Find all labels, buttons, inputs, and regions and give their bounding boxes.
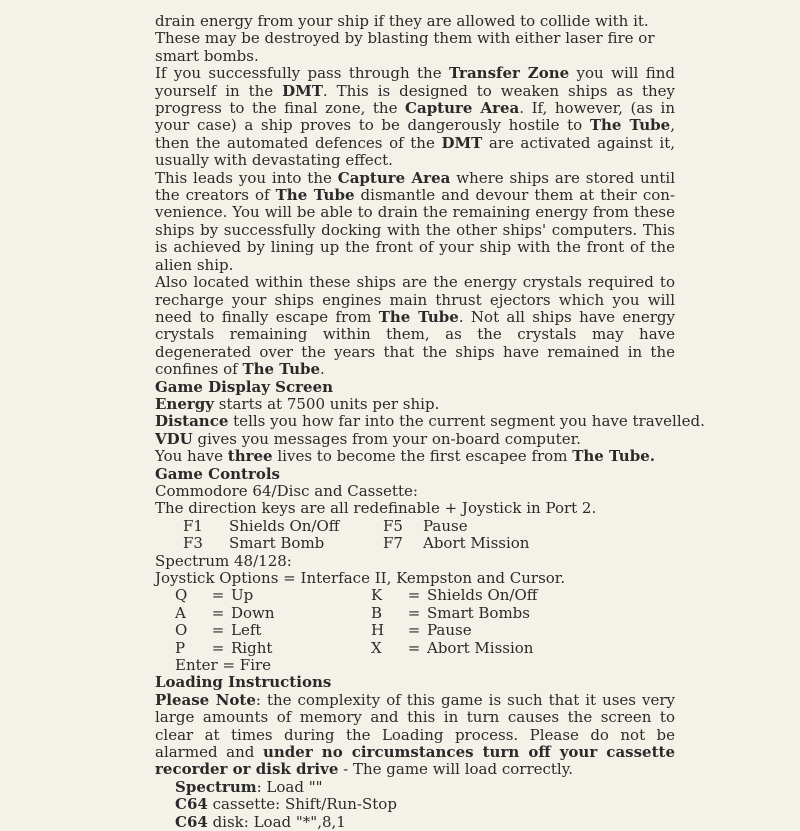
energy-line: Energy starts at 7500 units per ship.	[155, 394, 440, 413]
redefine-line: The direction keys are all redefinable + Joystick in Port 2.	[155, 499, 597, 518]
paragraph-transfer-zone: If you successfully pass through the Transfer Zone you will find yourself in the DMT. This is designed to weaken ships as they progress to the final zone, the Capture Area. If, however, (as in your case) a ship proves to be dangerously hostile to The Tube, then the automated defences of the DMT are activated against it, usually with devastating effect.	[155, 64, 676, 170]
term-dmt: DMT	[441, 133, 483, 152]
vdu-line: VDU gives you messages from your on-board computer.	[155, 429, 581, 448]
heading-loading-instructions: Loading Instructions	[155, 673, 332, 692]
heading-game-controls: Game Controls	[155, 464, 280, 483]
text-line: drain energy from your ship if they are allowed to collide with it.	[155, 12, 649, 30]
term-dmt: DMT	[282, 81, 323, 100]
term-capture-area: Capture Area	[405, 99, 520, 118]
c64-key-row: F1 Shields On/Off F5 Pause	[183, 516, 468, 535]
term-transfer-zone: Transfer Zone	[448, 64, 570, 83]
text-line: smart bombs.	[155, 46, 259, 65]
load-spectrum-line: Spectrum: Load ""	[175, 777, 323, 796]
term-the-tube: The Tube	[589, 116, 671, 135]
paragraph-energy-crystals: Also located within these ships are the energy crystals required to recharge your ships engines main thrust ejectors which you will need to finally escape from The Tube. Not all ships have energy crystals remaining within them, as the crystals may have degenerated over the years that the ships have remained in the confines of The Tube.	[155, 273, 676, 379]
term-the-tube: The Tube	[378, 307, 459, 326]
joystick-line: Joystick Options = Interface II, Kempston and Cursor.	[155, 569, 566, 587]
enter-fire-line: Enter = Fire	[175, 656, 272, 675]
spectrum-key-row: P = Right X = Abort Mission	[175, 638, 534, 657]
heading-game-display: Game Display Screen	[155, 377, 334, 396]
load-c64-disk-line: C64 disk: Load "*",8,1	[175, 812, 346, 831]
spectrum-heading-line: Spectrum 48/128:	[155, 551, 292, 570]
paragraph-capture-area: This leads you into the Capture Area where ships are stored until the creators of The Tube dismantle and devour them at their con-venience. You will be able to drain the remaining energy from these ships by successfully docking with the other ships' computers. This is achieved by lining up the front of your ship with the front of the alien ship.	[155, 168, 676, 274]
paragraph-please-note: Please Note: the complexity of this game is such that it uses very large amounts of memory and this in turn causes the screen to clear at times during the Loading process. Please do not be alarmed and under no circumstances turn off your cassette recorder or disk drive - The game will load correctly.	[155, 690, 676, 779]
paragraph-collision	[155, 13, 675, 65]
spectrum-key-row: A = Down B = Smart Bombs	[175, 603, 530, 622]
load-c64-cassette-line: C64 cassette: Shift/Run-Stop	[175, 795, 397, 814]
text-line: These may be destroyed by blasting them with either laser fire or	[155, 29, 655, 48]
term-capture-area: Capture Area	[337, 168, 451, 187]
spectrum-key-row: O = Left H = Pause	[175, 621, 472, 640]
lives-line: You have three lives to become the first escapee from The Tube.	[155, 447, 655, 466]
distance-line: Distance tells you how far into the current segment you have travelled.	[155, 412, 705, 431]
text-column	[155, 12, 705, 831]
c64-heading-line: Commodore 64/Disc and Cassette:	[155, 481, 418, 500]
term-the-tube: The Tube	[275, 186, 355, 205]
spectrum-key-row: Q = Up K = Shields On/Off	[175, 586, 538, 605]
c64-key-row: F3 Smart Bomb F7 Abort Mission	[183, 534, 530, 553]
term-the-tube: The Tube	[242, 360, 321, 379]
